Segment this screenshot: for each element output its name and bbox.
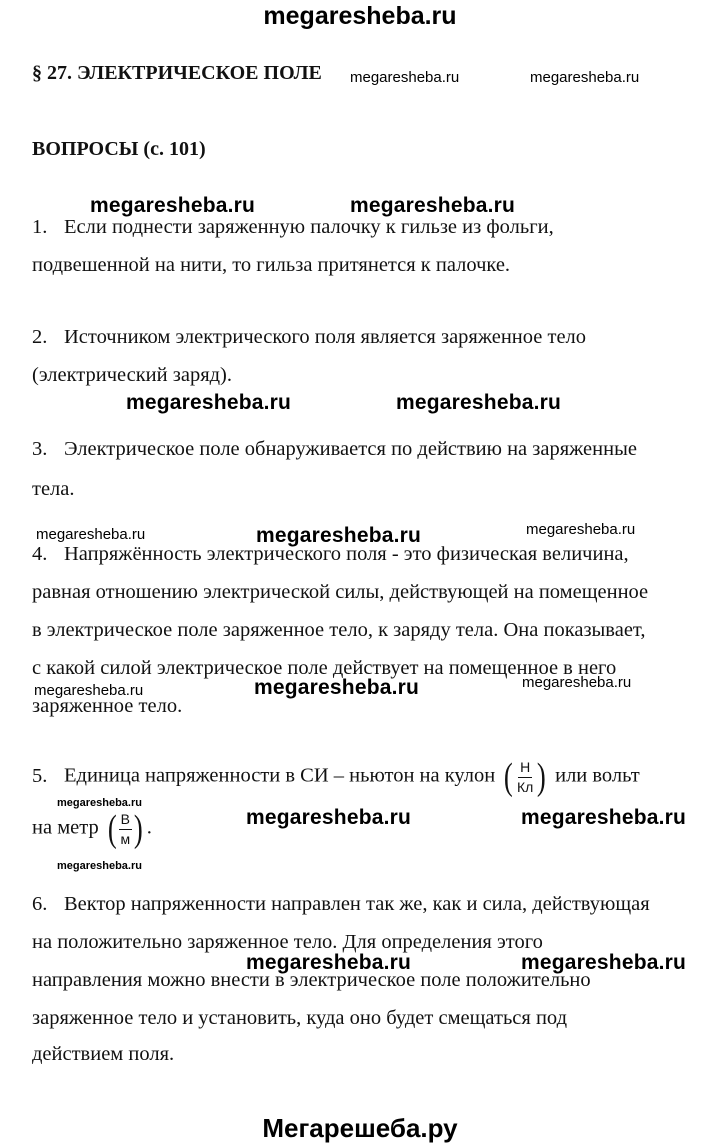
answer-6-line-5: действием поля. [32, 1043, 175, 1065]
answer-6-line-4: заряженное тело и установить, куда оно будет смещаться под [32, 1007, 568, 1029]
watermark: megaresheba.ru [526, 521, 636, 538]
watermark: megaresheba.ru [350, 69, 460, 86]
answer-4-line-4: с какой силой электрическое поле действует на помещенное в него [32, 657, 617, 679]
watermark: megaresheba.ru [246, 806, 412, 829]
unit-fraction: ( $\frac{Н}{Кл}$ ) [504, 756, 547, 798]
answer-2-line-2: (электрический заряд). [32, 364, 233, 386]
answer-4-line-3: в электрическое поле заряженное тело, к заряду тела. Она показывает, [32, 619, 646, 641]
watermark: megaresheba.ru [350, 194, 516, 217]
watermark: megaresheba.ru [126, 391, 292, 414]
watermark: megaresheba.ru [34, 682, 144, 699]
unit-fraction: ( $\frac{В}{м}$ ) [107, 808, 143, 850]
answer-3-line-2: тела. [32, 478, 75, 500]
answer-6-line-3: направления можно внести в электрическое поле положительно [32, 969, 591, 991]
answer-6-line-1: 6. Вектор напряженности направлен так же, как и сила, действующая [32, 893, 650, 915]
watermark: megaresheba.ru [521, 806, 687, 829]
section-title: § 27. ЭЛЕКТРИЧЕСКОЕ ПОЛЕ [32, 62, 322, 84]
watermark: megaresheba.ru [57, 797, 142, 809]
answer-3-line-1: 3. Электрическое поле обнаруживается по действию на заряженные [32, 438, 637, 460]
watermark: megaresheba.ru [530, 69, 640, 86]
answer-5-line-2: на метр ( $\frac{В}{м}$ ) . [32, 808, 152, 850]
site-header: megaresheba.ru [263, 2, 457, 30]
watermark: megaresheba.ru [57, 860, 142, 872]
watermark: megaresheba.ru [522, 674, 632, 691]
answer-4-line-2: равная отношению электрической силы, действующей на помещенное [32, 581, 649, 603]
questions-heading: ВОПРОСЫ (с. 101) [32, 138, 206, 160]
watermark: megaresheba.ru [521, 951, 687, 974]
answer-4-line-5: заряженное тело. [32, 695, 183, 717]
watermark: megaresheba.ru [254, 676, 420, 699]
answer-5-line-1: 5. Единица напряженности в СИ – ньютон на кулон ( $\frac{Н}{Кл}$ ) или вольт [32, 756, 640, 798]
site-footer: Мегарешеба.ру [262, 1113, 458, 1143]
watermark: megaresheba.ru [36, 526, 146, 543]
watermark: megaresheba.ru [396, 391, 562, 414]
watermark: megaresheba.ru [90, 194, 256, 217]
answer-4-line-1: 4. Напряжённость электрического поля - это физическая величина, [32, 543, 629, 565]
answer-1-line-2: подвешенной на нити, то гильза притянется к палочке. [32, 254, 511, 276]
answer-6-line-2: на положительно заряженное тело. Для определения этого [32, 931, 543, 953]
answer-2-line-1: 2. Источником электрического поля является заряженное тело [32, 326, 587, 348]
answer-1-line-1: 1. Если поднести заряженную палочку к гильзе из фольги, [32, 216, 554, 238]
watermark: megaresheba.ru [246, 951, 412, 974]
watermark: megaresheba.ru [256, 524, 422, 547]
